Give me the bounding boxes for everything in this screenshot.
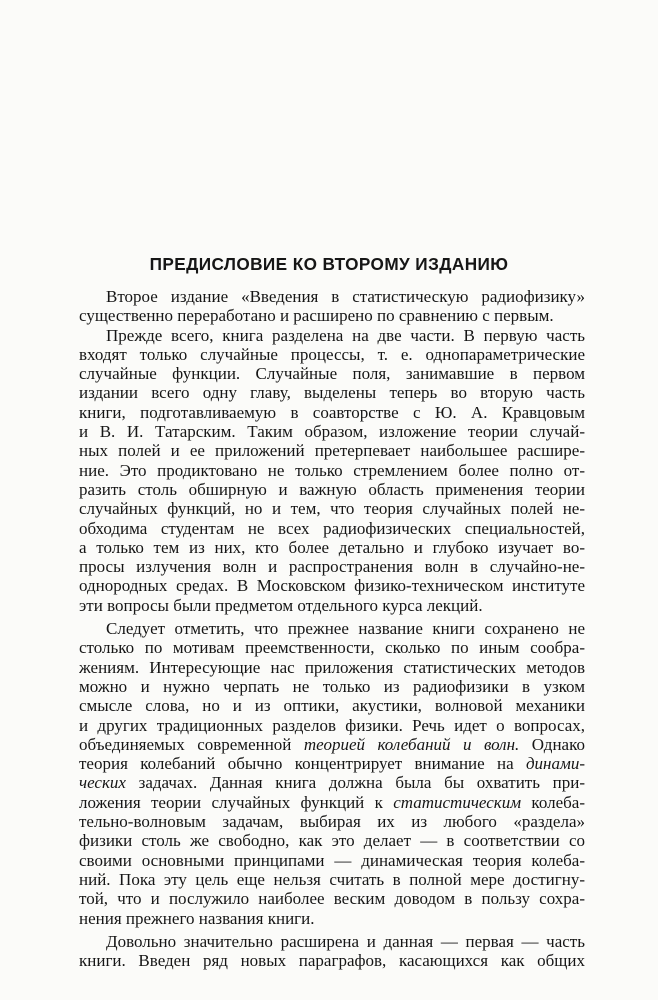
paragraph-4 bbox=[79, 932, 585, 971]
text-line: Второе издание «Введения в статистическую радиофизику» bbox=[106, 287, 585, 306]
text-span: Однако bbox=[519, 734, 585, 754]
text-line: издании всего одну главу, выделены теперь во вторую часть bbox=[79, 383, 585, 403]
text-line: своими основными принципами — динамическая теория колеба- bbox=[79, 850, 585, 870]
text-line: и В. И. Татарским. Таким образом, изложение теории случай- bbox=[79, 422, 585, 442]
text-line: существенно переработано и расширено по сравнению с первым. bbox=[79, 306, 554, 326]
text-line bbox=[79, 735, 585, 754]
text-line: смысле слова, но и из оптики, акустики, волновой механики bbox=[79, 696, 585, 716]
text-line: жениям. Интересующие нас приложения статистических методов bbox=[79, 657, 585, 677]
text-line bbox=[79, 754, 585, 773]
paragraph-1 bbox=[79, 287, 585, 326]
text-line: можно и нужно черпать не только из радиофизики в узком bbox=[79, 676, 585, 696]
text-line: тельно-волновым задачам, выбирая их из любого «раздела» bbox=[79, 812, 585, 832]
text-line bbox=[79, 773, 585, 792]
preface-body bbox=[79, 287, 585, 970]
text-span: колеба- bbox=[521, 792, 585, 812]
text-line: а только тем из них, кто более детально и глубоко изучает во- bbox=[79, 537, 585, 557]
text-line: нения прежнего названия книги. bbox=[79, 908, 315, 928]
text-span: объединяемых современной bbox=[79, 734, 304, 754]
paragraph-2 bbox=[79, 326, 585, 615]
text-line: книги. Введен ряд новых параграфов, касающихся как общих bbox=[79, 951, 585, 971]
text-line: ние. Это продиктовано не только стремлением более полно от- bbox=[79, 460, 585, 480]
text-line: просы излучения волн и распространения волн в случайно-не- bbox=[79, 557, 585, 577]
text-span: теория колебаний обычно концентрирует внимание на bbox=[79, 754, 526, 774]
text-line: той, что и послужило наиболее веским доводом в пользу сохра- bbox=[79, 889, 585, 909]
text-line: входят только случайные процессы, т. е. однопараметрические bbox=[79, 344, 585, 364]
text-span: ложения теории случайных функций к bbox=[79, 792, 394, 812]
text-span: задачах. Данная книга должна была бы охватить при- bbox=[125, 773, 585, 793]
text-line: случайных функций, но и тем, что теория случайных полей не- bbox=[79, 499, 585, 519]
italic-term: статистическим bbox=[393, 792, 522, 812]
text-line: ных полей и ее приложений претерпевает наибольшее расшире- bbox=[79, 441, 585, 461]
page-title: ПРЕДИСЛОВИЕ КО ВТОРОМУ ИЗДАНИЮ bbox=[149, 254, 509, 274]
text-line: физики столь же свободно, как это делает — в соответствии со bbox=[79, 831, 585, 851]
text-line bbox=[79, 793, 585, 812]
text-line: разить столь обширную и важную область применения теории bbox=[79, 479, 585, 499]
italic-term: ческих bbox=[79, 773, 126, 793]
text-line: случайные функции. Случайные поля, занимавшие в первом bbox=[79, 364, 585, 384]
text-line: и других традиционных разделов физики. Речь идет о вопросах, bbox=[79, 715, 585, 735]
italic-term: динами- bbox=[525, 754, 585, 774]
text-line: столько по мотивам преемственности, сколько по иным сообра- bbox=[79, 638, 585, 658]
text-line: книги, подготавливаемую в соавторстве с Ю. А. Кравцовым bbox=[79, 402, 585, 422]
text-line: ний. Пока эту цель еще нельзя считать в полной мере достигну- bbox=[79, 869, 585, 889]
text-line: Следует отметить, что прежнее название книги сохранено не bbox=[106, 619, 585, 639]
paragraph-3 bbox=[79, 619, 585, 928]
text-line: Довольно значительно расширена и данная — первая — часть bbox=[106, 931, 585, 951]
text-line: однородных средах. В Московском физико-техническом институте bbox=[79, 576, 585, 596]
italic-term: теорией колебаний и волн. bbox=[303, 734, 520, 754]
text-line: эти вопросы были предметом отдельного курса лекций. bbox=[79, 595, 483, 615]
text-line: Прежде всего, книга разделена на две части. В первую часть bbox=[106, 325, 585, 345]
text-line: обходима студентам не всех радиофизических специальностей, bbox=[79, 518, 585, 538]
